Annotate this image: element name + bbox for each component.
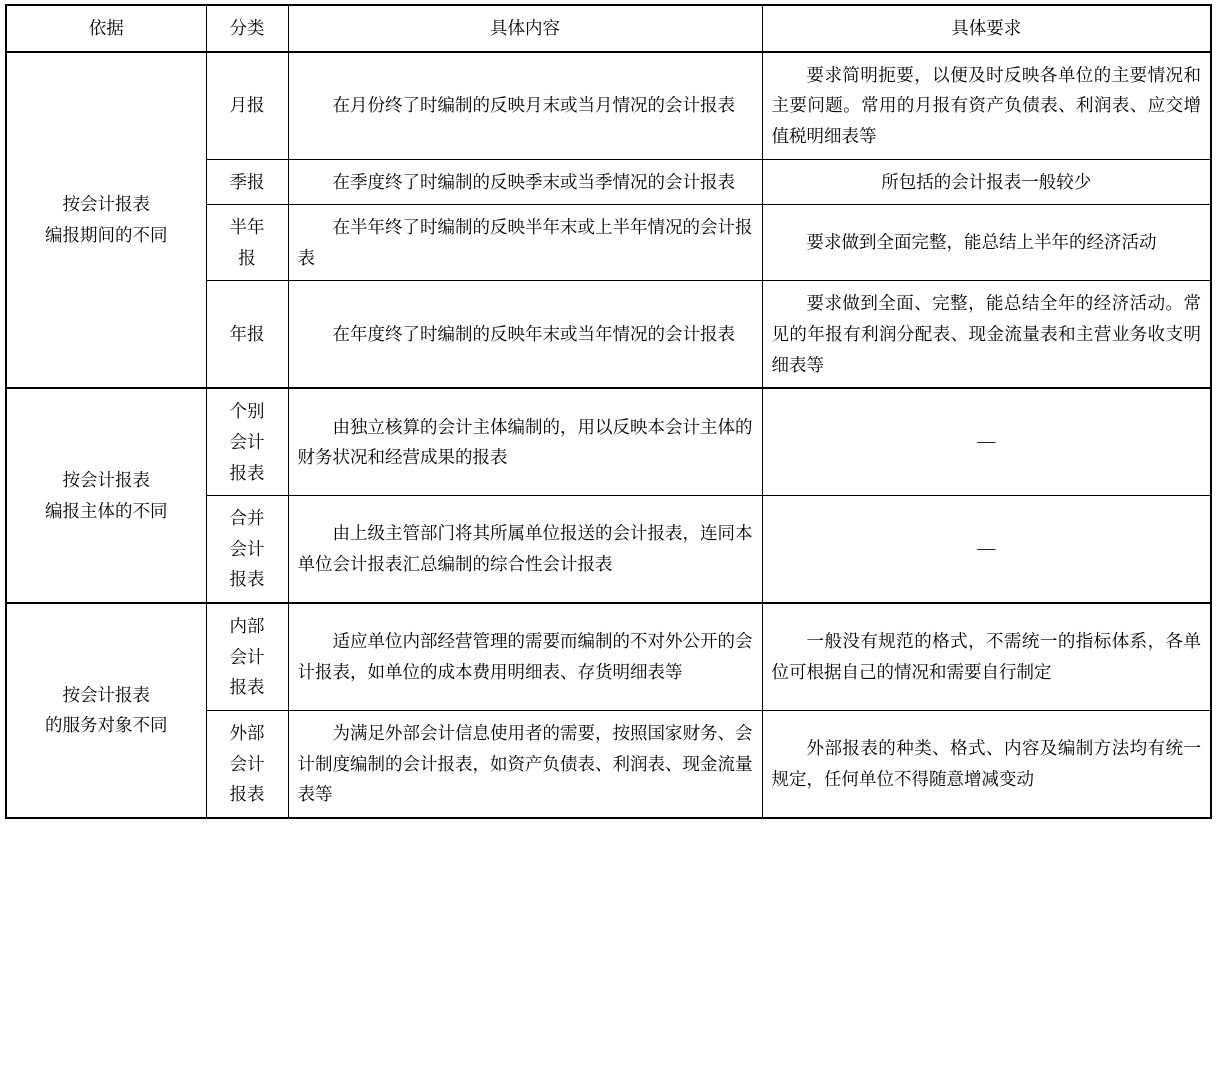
column-header-content: 具体内容	[288, 5, 762, 52]
basis-cell-entity	[6, 388, 206, 603]
requirement-cell-internal: 一般没有规范的格式，不需统一的指标体系，各单位可根据自己的情况和需要自行制定	[762, 603, 1211, 710]
classification-line-1: 外部	[229, 722, 265, 743]
accounting-report-classification-table	[5, 4, 1212, 819]
requirement-cell-semiannual: 要求做到全面完整，能总结上半年的经济活动	[762, 205, 1211, 281]
classification-cell-external	[206, 710, 288, 817]
classification-line-2: 会计	[229, 646, 265, 667]
column-header-basis: 依据	[6, 5, 206, 52]
basis-line-2: 的服务对象不同	[45, 715, 168, 736]
classification-line-3: 报表	[229, 677, 265, 698]
table-body	[6, 52, 1211, 818]
requirement-cell-quarterly: 所包括的会计报表一般较少	[762, 159, 1211, 205]
content-cell-annual: 在年度终了时编制的反映年末或当年情况的会计报表	[288, 281, 762, 388]
content-cell-consolidated: 由上级主管部门将其所属单位报送的会计报表，连同本单位会计报表汇总编制的综合性会计报表	[288, 496, 762, 603]
column-header-requirement: 具体要求	[762, 5, 1211, 52]
requirement-cell-external: 外部报表的种类、格式、内容及编制方法均有统一规定，任何单位不得随意增减变动	[762, 710, 1211, 817]
requirement-cell-individual: —	[762, 388, 1211, 495]
content-cell-external: 为满足外部会计信息使用者的需要，按照国家财务、会计制度编制的会计报表，如资产负债表、利润表、现金流量表等	[288, 710, 762, 817]
content-cell-quarterly: 在季度终了时编制的反映季末或当季情况的会计报表	[288, 159, 762, 205]
classification-line-1: 半年	[229, 217, 265, 238]
basis-cell-audience	[6, 603, 206, 818]
basis-line-1: 按会计报表	[62, 194, 150, 215]
classification-cell-annual: 年报	[206, 281, 288, 388]
table-header-row	[6, 5, 1211, 52]
content-cell-semiannual: 在半年终了时编制的反映半年末或上半年情况的会计报表	[288, 205, 762, 281]
requirement-cell-monthly: 要求简明扼要，以便及时反映各单位的主要情况和主要问题。常用的月报有资产负债表、利润表、应交增值税明细表等	[762, 52, 1211, 159]
classification-line-2: 会计	[229, 753, 265, 774]
content-cell-monthly: 在月份终了时编制的反映月末或当月情况的会计报表	[288, 52, 762, 159]
column-header-classification: 分类	[206, 5, 288, 52]
classification-line-2: 会计	[229, 538, 265, 559]
document-page	[0, 4, 1217, 1068]
content-cell-internal: 适应单位内部经营管理的需要而编制的不对外公开的会计报表，如单位的成本费用明细表、存货明细表等	[288, 603, 762, 710]
content-cell-individual: 由独立核算的会计主体编制的，用以反映本会计主体的财务状况和经营成果的报表	[288, 388, 762, 495]
classification-line-3: 报表	[229, 569, 265, 590]
table-row	[6, 388, 1211, 495]
classification-line-1: 个别	[229, 401, 265, 422]
table-row	[6, 52, 1211, 159]
requirement-cell-consolidated: —	[762, 496, 1211, 603]
table-header	[6, 5, 1211, 52]
requirement-cell-annual: 要求做到全面、完整，能总结全年的经济活动。常见的年报有利润分配表、现金流量表和主营业务收支明细表等	[762, 281, 1211, 388]
classification-cell-internal	[206, 603, 288, 710]
basis-cell-period	[6, 52, 206, 389]
basis-line-2: 编报期间的不同	[45, 224, 168, 245]
basis-line-1: 按会计报表	[62, 684, 150, 705]
classification-line-2: 会计	[229, 431, 265, 452]
classification-cell-monthly: 月报	[206, 52, 288, 159]
classification-line-1: 内部	[229, 616, 265, 636]
classification-line-2: 报	[238, 247, 256, 268]
classification-cell-semiannual	[206, 205, 288, 281]
basis-line-2: 编报主体的不同	[45, 500, 168, 521]
table-row	[6, 603, 1211, 710]
classification-line-3: 报表	[229, 784, 265, 805]
classification-cell-consolidated	[206, 496, 288, 603]
classification-cell-individual	[206, 388, 288, 495]
basis-line-1: 按会计报表	[62, 470, 150, 490]
classification-cell-quarterly: 季报	[206, 159, 288, 205]
classification-line-1: 合并	[229, 508, 265, 529]
classification-line-3: 报表	[229, 462, 265, 483]
